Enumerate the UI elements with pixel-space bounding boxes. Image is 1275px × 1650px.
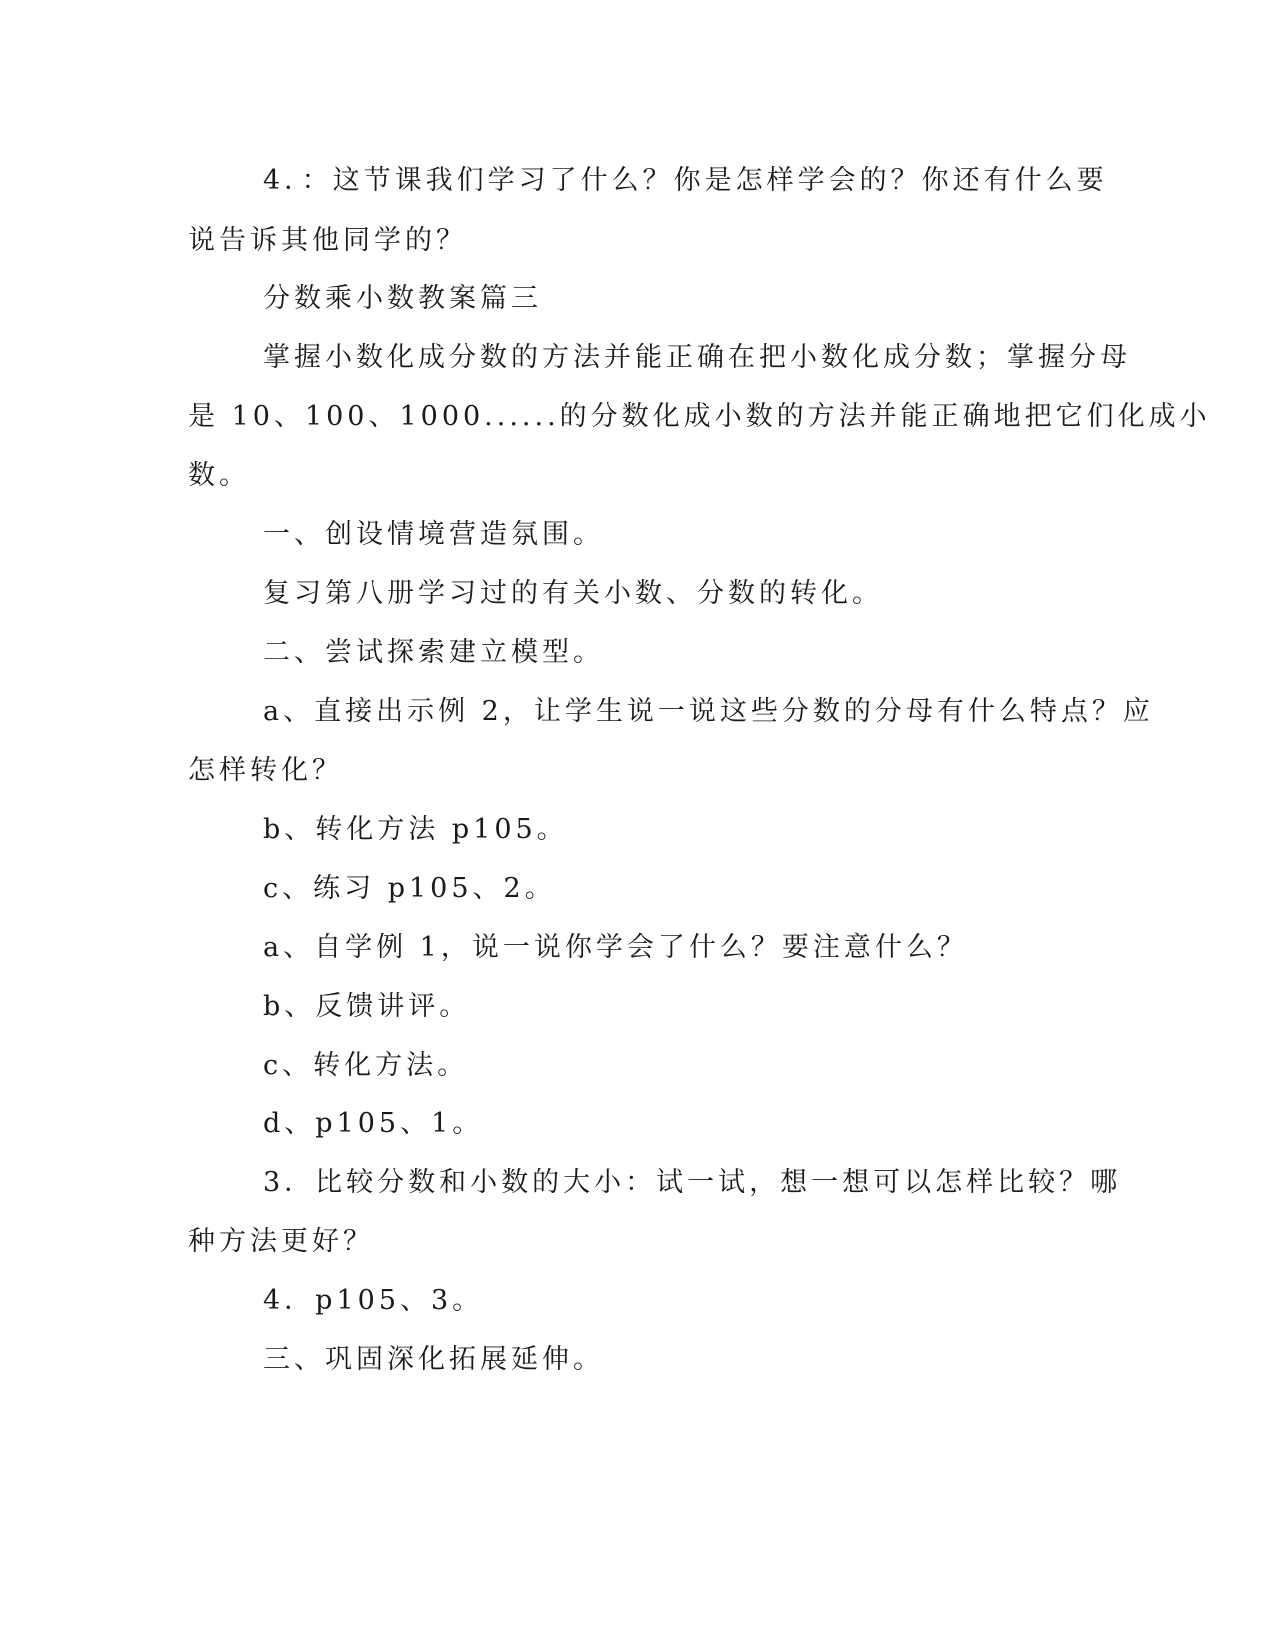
text-line: d、p105、1。 [263,1108,484,1139]
text-line: b、反馈讲评。 [263,991,471,1022]
text-line: 4．：这节课我们学习了什么？你是怎样学会的？你还有什么要 [263,165,1108,196]
text-line: b、转化方法 p105。 [263,814,568,845]
text-line: c、转化方法。 [263,1050,469,1081]
text-line: a、直接出示例 2，让学生说一说这些分数的分母有什么特点？应 [263,696,1154,727]
text-line: 是 10、100、1000......的分数化成小数的方法并能正确地把它们化成小 [188,401,1211,432]
section-heading: 分数乘小数教案篇三 [263,283,542,314]
text-line: 种方法更好？ [188,1226,374,1257]
text-line: 三、巩固深化拓展延伸。 [263,1344,604,1375]
text-line: 一、创设情境营造氛围。 [263,519,604,550]
text-line: 数。 [188,460,250,491]
text-line: 掌握小数化成分数的方法并能正确在把小数化成分数；掌握分母 [263,342,1131,373]
text-line: c、练习 p105、2。 [263,873,556,904]
text-line: 说告诉其他同学的？ [188,225,467,256]
text-line: 二、尝试探索建立模型。 [263,637,604,668]
text-line: 4．p105、3。 [263,1285,484,1316]
text-line: a、自学例 1，说一说你学会了什么？要注意什么？ [263,932,968,963]
text-line: 怎样转化？ [188,755,343,786]
text-line: 复习第八册学习过的有关小数、分数的转化。 [263,578,883,609]
text-line: 3．比较分数和小数的大小：试一试，想一想可以怎样比较？哪 [263,1167,1122,1198]
